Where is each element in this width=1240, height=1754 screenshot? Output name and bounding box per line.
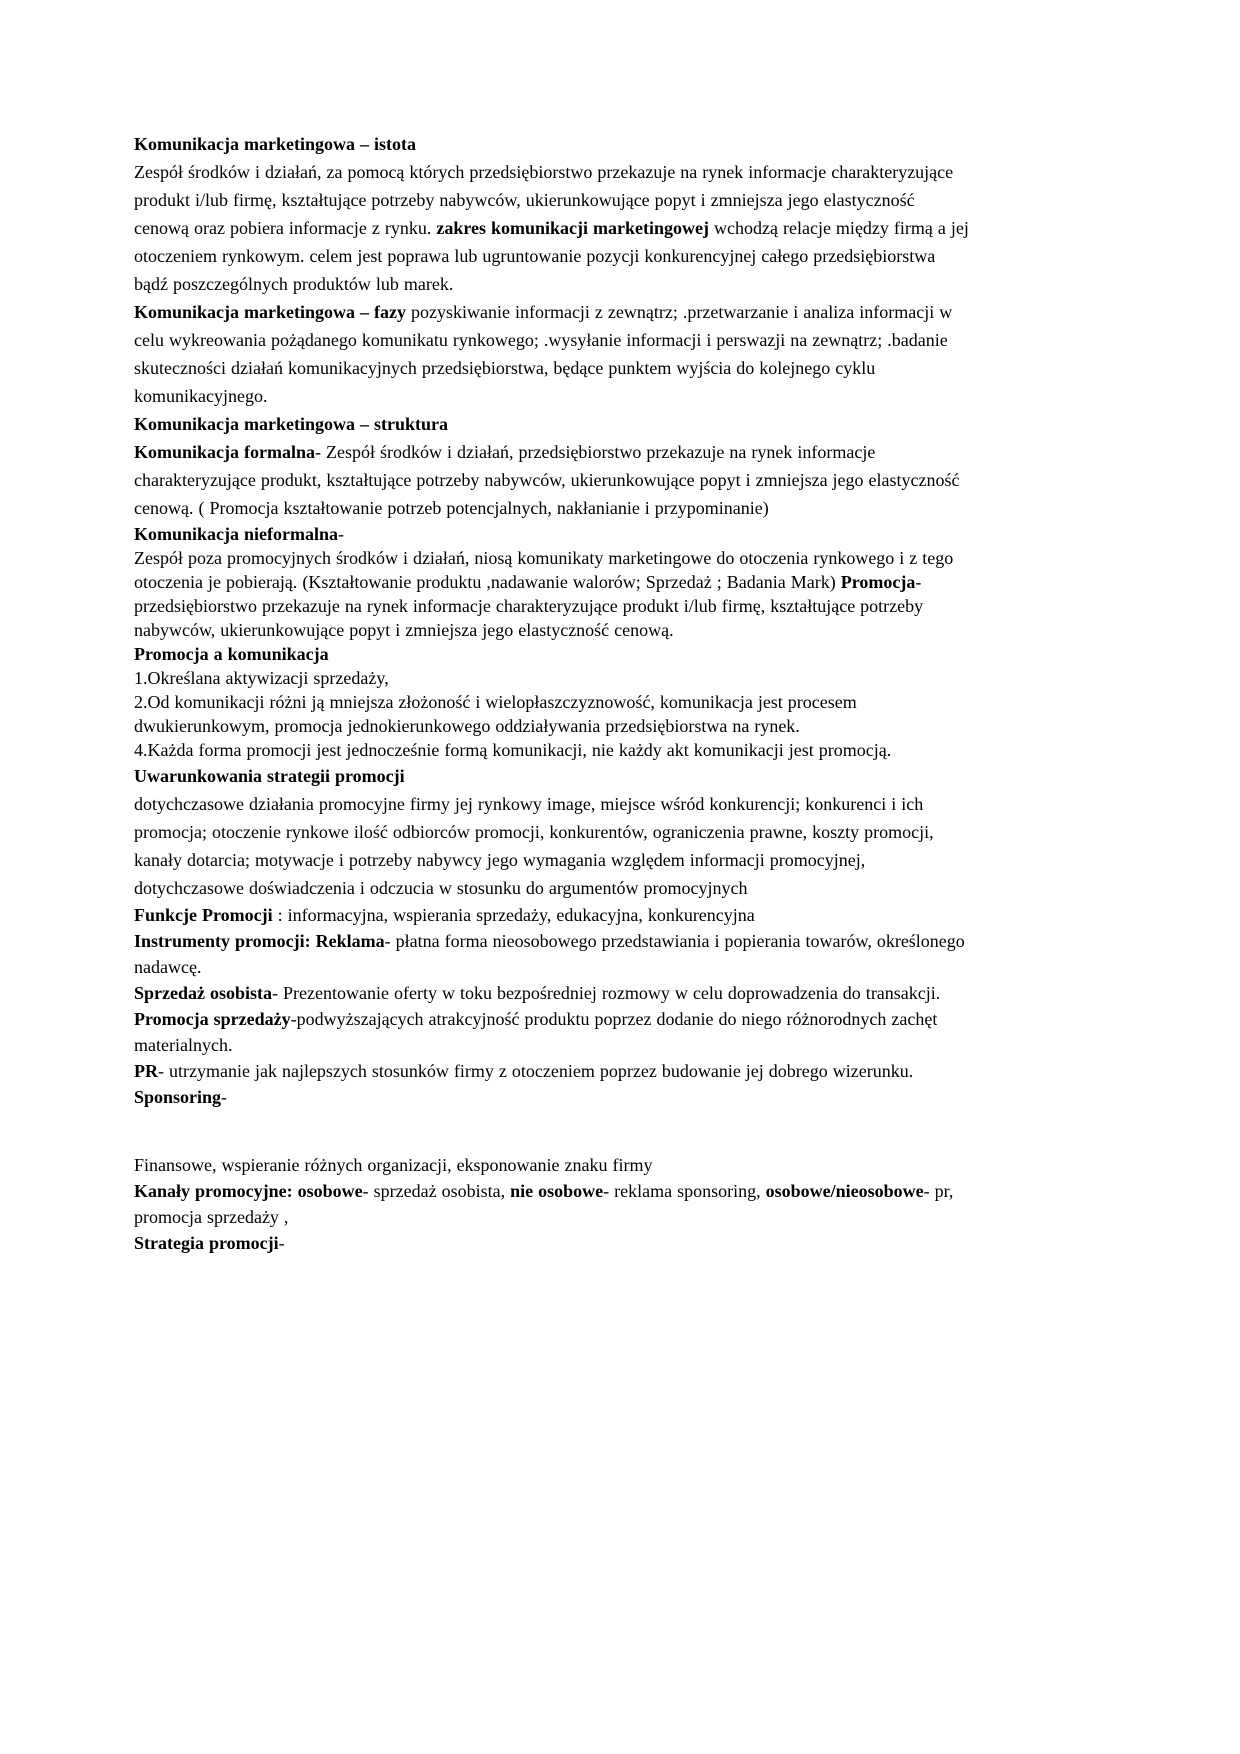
text-segment: - reklama sponsoring, — [603, 1181, 766, 1201]
text-segment: Komunikacja marketingowa – struktura — [134, 414, 449, 434]
text-segment: Promocja sprzedaży — [134, 1009, 291, 1029]
text-segment: - sprzedaż osobista, — [362, 1181, 511, 1201]
text-segment: Promocja a komunikacja — [134, 644, 329, 664]
list-item — [134, 738, 974, 762]
text-segment: Funkcje Promocji — [134, 905, 273, 925]
paragraph — [134, 980, 974, 1006]
text-segment: zakres komunikacji marketingowej — [436, 218, 710, 238]
paragraph — [134, 1006, 974, 1058]
text-segment: Komunikacja marketingowa – istota — [134, 134, 416, 154]
text-segment: Sprzedaż osobista — [134, 983, 273, 1003]
text-segment: Komunikacja formalna — [134, 442, 316, 462]
text-segment: Promocja — [840, 572, 916, 592]
text-segment: - utrzymanie jak najlepszych stosunków firmy z otoczeniem poprzez budowanie jej dobrego wizerunku. — [158, 1061, 914, 1081]
text-segment: Sponsoring — [134, 1087, 222, 1107]
list-item — [134, 690, 974, 738]
section-heading — [134, 1230, 974, 1256]
text-segment: Strategia promocji — [134, 1233, 279, 1253]
paragraph — [134, 928, 974, 980]
section-heading — [134, 762, 974, 790]
section-heading — [134, 522, 974, 546]
section-heading — [134, 130, 974, 158]
text-segment: Finansowe, wspieranie różnych organizacji, eksponowanie znaku firmy — [134, 1155, 653, 1175]
text-segment: -podwyższających atrakcyjność produktu poprzez dodanie do niego różnorodnych zachęt materialnych. — [134, 1009, 938, 1055]
text-segment: wchodzą relacje między firmą a jej otoczeniem rynkowym. celem jest poprawa lub ugruntowanie pozycji konkurencyjnej całego przedsiębiorstwa bądź poszczególnych produktów lub marek. — [134, 218, 969, 294]
paragraph — [134, 790, 974, 902]
paragraph — [134, 1178, 974, 1230]
text-segment: Zespół środków i działań, za pomocą których przedsiębiorstwo przekazuje na rynek informacje charakteryzujące produkt i/lub firmę, kształtujące potrzeby nabywców, ukierunkowujące popyt i zmniejsza jego elastyczność cenową oraz pobiera informacje z rynku. — [134, 162, 954, 238]
text-segment: 4.Każda forma promocji jest jednocześnie formą komunikacji, nie każdy akt komunikacji jest promocją. — [134, 740, 892, 760]
text-segment: Kanały promocyjne: osobowe — [134, 1181, 363, 1201]
section-heading — [134, 410, 974, 438]
text-segment: Zespół poza promocyjnych środków i działań, niosą komunikaty marketingowe do otoczenia rynkowego i z tego otoczenia je pobierają. (Kształtowanie produktu ,nadawanie walorów; Sprzedaż ; Badania Mark) — [134, 548, 954, 592]
paragraph — [134, 438, 974, 522]
paragraph — [134, 1058, 974, 1110]
text-segment: - — [278, 1233, 285, 1253]
text-segment: Uwarunkowania strategii promocji — [134, 766, 405, 786]
text-segment: - — [915, 572, 922, 592]
text-segment: - — [338, 524, 345, 544]
text-segment: osobowe/nieosobowe — [765, 1181, 924, 1201]
list-item — [134, 666, 974, 690]
text-segment: - Prezentowanie oferty w toku bezpośredniej rozmowy w celu doprowadzenia do transakcji. — [272, 983, 941, 1003]
paragraph — [134, 594, 974, 642]
paragraph — [134, 158, 974, 298]
paragraph — [134, 902, 974, 928]
text-segment: nie osobowe — [510, 1181, 604, 1201]
text-segment: : informacyjna, wspierania sprzedaży, edukacyjna, konkurencyjna — [272, 905, 755, 925]
text-segment: 2.Od komunikacji różni ją mniejsza złożoność i wielopłaszczyznowość, komunikacja jest procesem dwukierunkowym, promocja jednokierunkowego oddziaływania przedsiębiorstwa na rynek. — [134, 692, 857, 736]
text-segment: - — [221, 1087, 228, 1107]
text-segment: Instrumenty promocji: Reklama — [134, 931, 385, 951]
text-segment: pozyskiwanie informacji z zewnątrz; .przetwarzanie i analiza informacji w celu wykreowania pożądanego komunikatu rynkowego; .wysyłanie informacji i perswazji na zewnątrz; .badanie skuteczności działań komunikacyjnych przedsiębiorstwa, będące punktem wyjścia do kolejnego cyklu komunikacyjnego. — [134, 302, 953, 406]
text-segment: Komunikacja nieformalna — [134, 524, 339, 544]
text-segment: - Zespół środków i działań, przedsiębiorstwo przekazuje na rynek informacje charakteryzujące produkt, kształtujące potrzeby nabywców, ukierunkowujące popyt i zmniejsza jego elastyczność cenową. ( Promocja kształtowanie potrzeb potencjalnych, nakłanianie i przypominanie) — [134, 442, 960, 518]
paragraph — [134, 298, 974, 410]
text-segment: 1.Określana aktywizacji sprzedaży, — [134, 668, 389, 688]
text-segment: PR — [134, 1061, 158, 1081]
section-heading — [134, 642, 974, 666]
paragraph — [134, 1152, 974, 1178]
text-segment: Komunikacja marketingowa – fazy — [134, 302, 406, 322]
paragraph — [134, 546, 974, 594]
text-segment: - pr, promocja sprzedaży , — [134, 1181, 954, 1227]
text-segment: dotychczasowe działania promocyjne firmy jej rynkowy image, miejsce wśród konkurencji; konkurenci i ich promocja; otoczenie rynkowe ilość odbiorców promocji, konkurentów, ograniczenia prawne, koszty promocji, kanały dotarcia; motywacje i potrzeby nabywcy jego wymagania względem informacji promocyjnej, dotychczasowe doświadczenia i odczucia w stosunku do argumentów promocyjnych — [134, 794, 934, 898]
text-segment: przedsiębiorstwo przekazuje na rynek informacje charakteryzujące produkt i/lub firmę, kształtujące potrzeby nabywców, ukierunkowujące popyt i zmniejsza jego elastyczność cenową. — [134, 596, 924, 640]
text-segment: - płatna forma nieosobowego przedstawiania i popierania towarów, określonego nadawcę. — [134, 931, 965, 977]
